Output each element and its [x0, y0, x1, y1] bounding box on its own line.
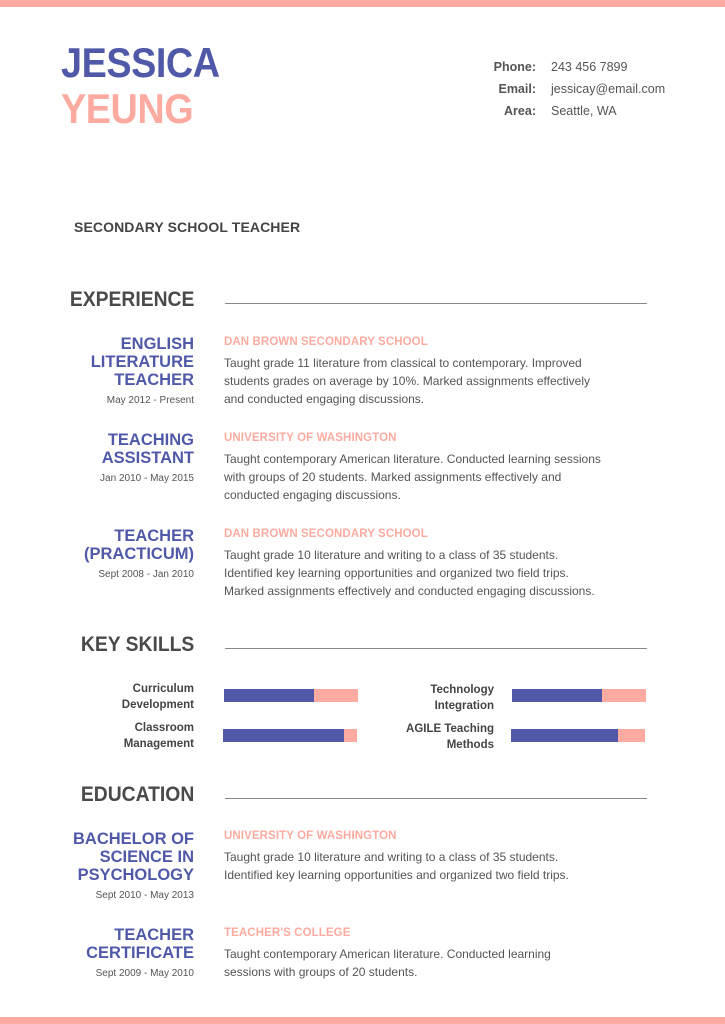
degree-dates: Sept 2009 - May 2010 [95, 968, 194, 979]
job-title: SECONDARY SCHOOL TEACHER [74, 219, 301, 235]
role-title: TEACHER (PRACTICUM) [84, 527, 194, 563]
role-title: ENGLISH LITERATURE TEACHER [90, 335, 194, 389]
skills-heading: KEY SKILLS [80, 633, 194, 656]
skills-divider [225, 648, 647, 649]
institution: TEACHER'S COLLEGE [224, 927, 351, 939]
experience-role-block [34, 527, 194, 580]
skill-bar-fill [511, 729, 618, 742]
organization: UNIVERSITY OF WASHINGTON [224, 432, 397, 444]
experience-role-block [34, 431, 194, 484]
education-divider [225, 798, 647, 799]
skill-bar [511, 729, 645, 742]
experience-detail-block [224, 432, 624, 504]
description: Taught contemporary American literature. Conducted learning sessions with groups of 20 students. [224, 947, 551, 979]
skill-bar [512, 689, 646, 702]
area-value: Seattle, WA [551, 104, 617, 118]
contact-area [470, 100, 665, 122]
degree-title: TEACHER CERTIFICATE [86, 926, 194, 962]
education-heading: EDUCATION [80, 783, 194, 806]
skill-bar [224, 689, 358, 702]
description: Taught contemporary American literature. Conducted learning sessions with groups of 20 students. Marked assignments effectively and conducted engaging discussions. [224, 452, 601, 502]
experience-detail-block [224, 528, 624, 600]
candidate-name [61, 40, 220, 132]
contact-info [470, 56, 665, 122]
skill-bar-fill [223, 729, 344, 742]
email-value: jessicay@email.com [551, 82, 666, 96]
skill-bar-fill [512, 689, 602, 702]
skill-label: Technology Integration [430, 684, 494, 712]
experience-divider [225, 303, 647, 304]
degree-title: BACHELOR OF SCIENCE IN PSYCHOLOGY [73, 830, 194, 884]
skill-label: Classroom Management [123, 722, 194, 750]
education-degree-block [34, 926, 194, 979]
role-dates: May 2012 - Present [106, 395, 194, 406]
description: Taught grade 10 literature and writing to a class of 35 students. Identified key learning opportunities and organized two field trips. [224, 850, 569, 882]
organization: DAN BROWN SECONDARY SCHOOL [224, 528, 428, 540]
skill-label: Curriculum Development [121, 683, 194, 711]
first-name: JESSICA [61, 39, 220, 86]
experience-role-block [34, 335, 194, 406]
experience-heading: EXPERIENCE [69, 288, 194, 311]
education-detail-block [224, 830, 624, 884]
skill-bar [223, 729, 357, 742]
contact-label: Phone: [493, 60, 536, 74]
degree-dates: Sept 2010 - May 2013 [95, 890, 194, 901]
phone-value: 243 456 7899 [551, 60, 628, 74]
last-name: YEUNG [61, 85, 194, 132]
contact-phone [470, 56, 665, 78]
description: Taught grade 11 literature from classical to contemporary. Improved students grades on average by 10%. Marked assignments effectively and conducted engaging discussions. [224, 356, 590, 406]
role-title: TEACHING ASSISTANT [101, 431, 194, 467]
education-degree-block [34, 830, 194, 901]
skill-label: AGILE Teaching Methods [406, 723, 494, 751]
contact-email [470, 78, 665, 100]
bottom-accent-bar [0, 1017, 725, 1024]
role-dates: Sept 2008 - Jan 2010 [98, 569, 194, 580]
skill-bar-fill [224, 689, 314, 702]
experience-detail-block [224, 336, 624, 408]
education-detail-block [224, 927, 624, 981]
contact-label: Area: [504, 104, 536, 118]
description: Taught grade 10 literature and writing to a class of 35 students. Identified key learning opportunities and organized two field trips. Marked assignments effectively and conducted engaging discussions. [224, 548, 595, 598]
top-accent-bar [0, 0, 725, 7]
contact-label: Email: [498, 82, 536, 96]
role-dates: Jan 2010 - May 2015 [100, 473, 194, 484]
institution: UNIVERSITY OF WASHINGTON [224, 830, 397, 842]
organization: DAN BROWN SECONDARY SCHOOL [224, 336, 428, 348]
